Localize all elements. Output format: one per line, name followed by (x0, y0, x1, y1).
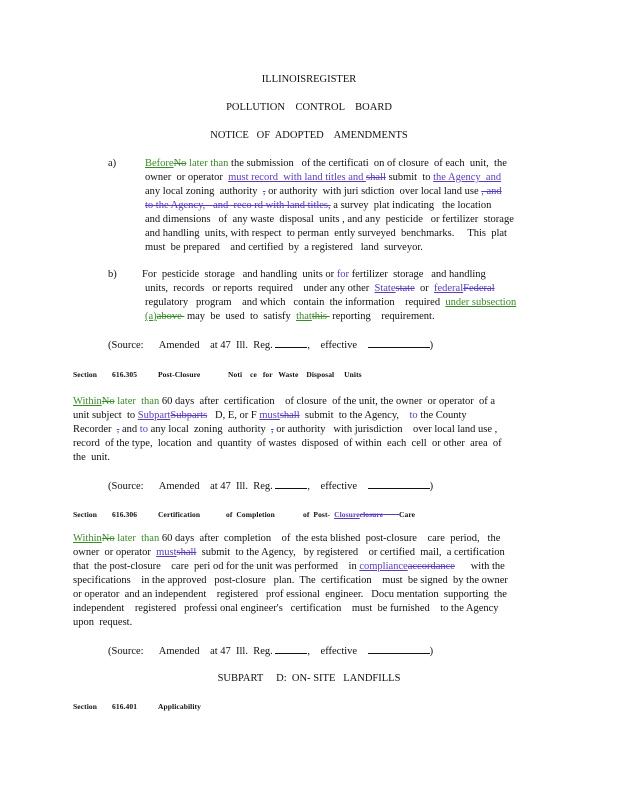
text: Care (398, 510, 416, 519)
register-title: ILLINOISREGISTER (261, 74, 357, 85)
text: regulatory program and which contain the information required (145, 297, 446, 308)
deletion: to the Agency, and reco rd with land titles, (145, 200, 331, 211)
text: submit to (385, 172, 434, 183)
deletion: state (395, 283, 415, 294)
p305-line-2 (73, 409, 467, 422)
insertion: the Agency and (433, 172, 502, 183)
deletion: , and (481, 186, 502, 197)
section-number: 616.305 (112, 370, 138, 379)
deletion: Federal (463, 283, 495, 294)
insertion: Within (73, 533, 102, 544)
text: owner or operator (145, 172, 229, 183)
deletion: No (101, 533, 115, 544)
blank-line (275, 338, 307, 348)
p306-line-3 (73, 560, 505, 573)
section-title (303, 508, 415, 521)
source-amended: Amended at 47 Ill. Reg. (158, 340, 273, 351)
text: a survey plat indicating the location (330, 200, 492, 211)
deletion: closure (359, 510, 384, 519)
insertion: for (336, 269, 350, 280)
text: fertilizer storage and handling (349, 269, 486, 280)
insertion: under subsection (445, 297, 517, 308)
text: with the (454, 561, 505, 572)
p305-line-5: the unit. (73, 452, 111, 463)
deletion: No (173, 158, 187, 169)
insertion: to (409, 410, 418, 421)
p306-line-2 (73, 546, 505, 559)
insertion: must record with land titles and (228, 172, 367, 183)
blank-line (275, 644, 307, 654)
section-title: Certification (158, 510, 201, 519)
text: any local zoning authority (147, 424, 272, 435)
insertion: Within (73, 396, 102, 407)
p305-line-4: record of the type, location and quantity of wastes disposed of within each cell or other area of (73, 438, 502, 449)
section-title: Post-Closure (158, 370, 201, 379)
section-number: 616.401 (112, 702, 138, 711)
text: ) (429, 481, 434, 492)
text: and (119, 424, 140, 435)
p306-line-5: or operator and an independent registered prof essional engineer. Docu mentation supporting the (73, 589, 507, 600)
deletion: above (156, 311, 185, 322)
para-b-line-3 (145, 296, 516, 309)
insertion: State (374, 283, 396, 294)
para-a-line-6: and handling units, with respect to perman ently surveyed benchmarks. This plat (145, 228, 507, 239)
source-amended: Amended at 47 Ill. Reg. (158, 481, 273, 492)
section-title: of Completion (226, 510, 275, 519)
text: the submission of the certificati on of closure of each unit, the (228, 158, 507, 169)
source-effective: effective (320, 340, 358, 351)
para-b-line-2 (145, 282, 495, 295)
para-a-line-5: and dimensions of any waste disposal units , and any pesticide or fertilizer storage (145, 214, 514, 225)
text: the County (417, 410, 467, 421)
deletion: shall (366, 172, 386, 183)
text: reporting requirement. (329, 311, 435, 322)
text: ) (429, 646, 434, 657)
text: units, records or reports required under any other (145, 283, 375, 294)
deletion: this (311, 311, 330, 322)
source-label: (Source: (108, 340, 144, 351)
insertion: later than (117, 533, 160, 544)
blank-line (368, 644, 430, 654)
source-line: (Source: Amended at 47 Ill. Reg. , effective ) (108, 340, 434, 351)
para-a-line-2 (145, 171, 501, 184)
text: submit to the Agency, by registered or certified mail, a certification (196, 547, 505, 558)
p306-line-7: upon request. (73, 617, 133, 628)
section-title: Noti ce for Waste Disposal Units (228, 370, 362, 379)
text: any local zoning authority (145, 186, 263, 197)
notice-title: NOTICE OF ADOPTED AMENDMENTS (210, 130, 408, 141)
deletion: shall (279, 410, 300, 421)
para-a-marker: a) (108, 158, 117, 169)
deletion: , (262, 186, 266, 197)
text: unit subject to (73, 410, 138, 421)
text: or authority with juri sdiction over local land use (265, 186, 482, 197)
text: or (414, 283, 434, 294)
text: of Post- (303, 510, 331, 519)
p306-line-4: specifications in the approved post-closure plan. The certification must be signed by the owner (73, 575, 508, 586)
para-a-line-1 (145, 157, 507, 170)
p305-line-3 (73, 423, 497, 436)
para-a-line-7: must be prepared and certified by a registered land surveyor. (145, 242, 423, 253)
source-effective: effective (320, 481, 358, 492)
insertion: (a) (145, 311, 157, 322)
section-label: Section (73, 510, 98, 519)
deletion (383, 510, 399, 519)
section-title: Applicability (158, 702, 201, 711)
deletion: , (271, 424, 274, 435)
text: that the post-closure care peri od for the unit was performed in (73, 561, 360, 572)
blank-line (368, 338, 430, 348)
source-amended: Amended at 47 Ill. Reg. (158, 646, 273, 657)
insertion: Before (145, 158, 174, 169)
insertion: later than (117, 396, 160, 407)
section-label: Section (73, 702, 98, 711)
text: or authority with jurisdiction over local land use , (273, 424, 498, 435)
deletion: accordance (407, 561, 455, 572)
insertion: must (156, 547, 177, 558)
para-a-line-3 (145, 185, 502, 198)
subpart-heading: SUBPART D: ON- SITE LANDFILLS (217, 673, 401, 684)
insertion: Closure (334, 510, 360, 519)
deletion: shall (176, 547, 197, 558)
insertion: that (296, 311, 312, 322)
source-effective: effective (320, 646, 358, 657)
text: submit to the Agency, (299, 410, 410, 421)
section-number: 616.306 (112, 510, 138, 519)
text: For pesticide storage and handling units or (142, 269, 337, 280)
insertion: must (259, 410, 280, 421)
text: D, E, or F (207, 410, 260, 421)
deletion: Subparts (170, 410, 208, 421)
text: ) (429, 340, 434, 351)
blank-line (368, 479, 430, 489)
text: 60 days after completion of the esta blished post-closure care period, the (159, 533, 501, 544)
para-a-line-4 (145, 199, 491, 212)
text: may be used to satisfy (184, 311, 297, 322)
insertion: later than (189, 158, 229, 169)
deletion: , (116, 424, 120, 435)
insertion: Subpart (137, 410, 171, 421)
insertion: federal (433, 283, 464, 294)
para-b-line-1 (142, 268, 486, 281)
text: Recorder (73, 424, 117, 435)
source-line: (Source: Amended at 47 Ill. Reg. , effective ) (108, 481, 434, 492)
deletion: No (101, 396, 115, 407)
source-line: (Source: Amended at 47 Ill. Reg. , effective ) (108, 646, 434, 657)
text: 60 days after certification of closure of the unit, the owner or operator of a (159, 396, 496, 407)
para-b-marker: b) (108, 269, 117, 280)
section-label: Section (73, 370, 98, 379)
blank-line (275, 479, 307, 489)
insertion: to (139, 424, 148, 435)
p306-line-1 (73, 532, 500, 545)
text: owner or operator (73, 547, 157, 558)
insertion: compliance (359, 561, 408, 572)
source-label: (Source: (108, 481, 144, 492)
board-title: POLLUTION CONTROL BOARD (226, 102, 392, 113)
source-label: (Source: (108, 646, 144, 657)
p305-line-1 (73, 395, 495, 408)
para-b-line-4 (145, 310, 435, 323)
p306-line-6: independent registered professi onal engineer's certification must be furnished to the Agency (73, 603, 499, 614)
